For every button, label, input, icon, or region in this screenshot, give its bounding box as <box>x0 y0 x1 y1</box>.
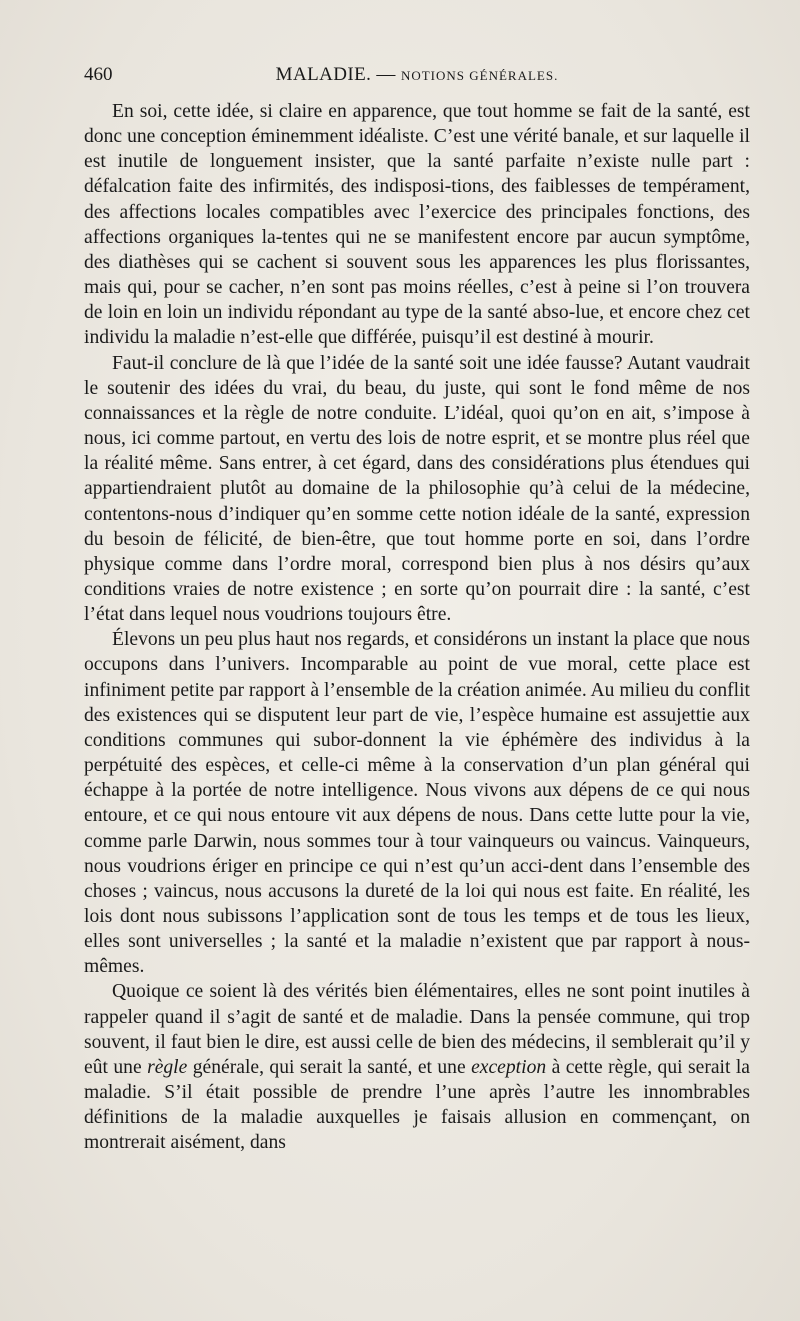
paragraph-2: Faut-il conclure de là que l’idée de la santé soit une idée fausse? Autant vaudrait le soutenir des idées du vrai, du beau, du juste, qui sont le fond même de nos connaissances et la règle de notre conduite. L’idéal, quoi qu’on en ait, s’impose à nous, ici comme partout, en vertu des lois de notre esprit, et se montre plus réel que la réalité même. Sans entrer, à cet égard, dans des considérations plus étendues qui appartiendraient plutôt au domaine de la philosophie qu’à celui de la médecine, contentons-nous d’indiquer qu’en somme cette notion idéale de la santé, expression du besoin de félicité, de bien-être, que tout homme porte en soi, dans l’ordre physique comme dans l’ordre moral, correspond bien plus à nos désirs qu’aux conditions vraies de notre existence ; en sorte qu’on pourrait dire : la santé, c’est l’état dans lequel nous voudrions toujours être. <box>84 352 750 626</box>
paragraph-4-part-1: Quoique ce soient là des vérités bien élémentaires, elles ne sont point inutiles à rappeler quand il s’agit de santé et de maladie. Dans la pensée commune, qui trop souvent, il faut bien le dire, est aussi celle de bien des médecins, il semblerait qu’il y eût une <box>84 981 750 1078</box>
running-title-dash: — <box>376 64 396 85</box>
paragraph-4-part-2: générale, qui serait la santé, et une <box>187 1056 472 1078</box>
running-title-sub: NOTIONS GÉNÉRALES. <box>400 68 559 83</box>
running-title <box>84 64 750 86</box>
running-title-main: MALADIE. <box>275 64 372 85</box>
body-text <box>84 99 750 1156</box>
italic-regle: règle <box>147 1056 188 1078</box>
running-header <box>84 64 750 94</box>
paragraph-3: Élevons un peu plus haut nos regards, et considérons un instant la place que nous occupons dans l’univers. Incomparable au point de vue moral, cette place est infiniment petite par rapport à l’ensemble de la création animée. Au milieu du conflit des existences qui se disputent leur part de vie, l’espèce humaine est assujettie aux conditions communes qui subor-donnent la vie éphémère des individus à la perpétuité des espèces, et celle-ci même à la conservation d’un plan général qui échappe à la portée de notre intelligence. Nous vivons aux dépens de ce qui nous entoure, et ce qui nous entoure vit aux dépens de nous. Dans cette lutte pour la vie, comme parle Darwin, nous sommes tour à tour vainqueurs ou vaincus. Vainqueurs, nous voudrions ériger en principe ce qui n’est qu’un acci-dent dans l’ensemble des choses ; vaincus, nous accusons la dureté de la loi qui nous est faite. En réalité, les lois dont nous subissons l’application sont de tous les temps et de tous les lieux, elles sont universelles ; la santé et la maladie n’existent que par rapport à nous-mêmes. <box>84 629 750 978</box>
italic-exception: exception <box>471 1056 547 1078</box>
paragraph-4 <box>84 979 750 1155</box>
paragraph-1: En soi, cette idée, si claire en apparence, que tout homme se fait de la santé, est donc une conception éminemment idéaliste. C’est une vérité banale, et sur laquelle il est inutile de longuement insister, que la santé parfaite n’existe nulle part : défalcation faite des infirmités, des indisposi-tions, des faiblesses de tempérament, des affections locales compatibles avec l’exercice des principales fonctions, des affections organiques la-tentes qui ne se manifestent encore par aucun symptôme, des diathèses qui se cachent si souvent sous les apparences les plus florissantes, mais qui, pour se cacher, n’en sont pas moins réelles, c’est à peine si l’on trouvera de loin en loin un individu répondant au type de la santé abso-lue, et encore chez cet individu la maladie n’est-elle que différée, puisqu’il est destiné à mourir. <box>84 101 750 349</box>
page-number: 460 <box>84 64 113 85</box>
paragraph-4-part-3: à cette règle, qui serait la maladie. S’il était possible de prendre l’une après l’autre les innombrables définitions de la maladie auxquelles je faisais allusion en commençant, on montrerait aisément, dans <box>84 1056 750 1154</box>
